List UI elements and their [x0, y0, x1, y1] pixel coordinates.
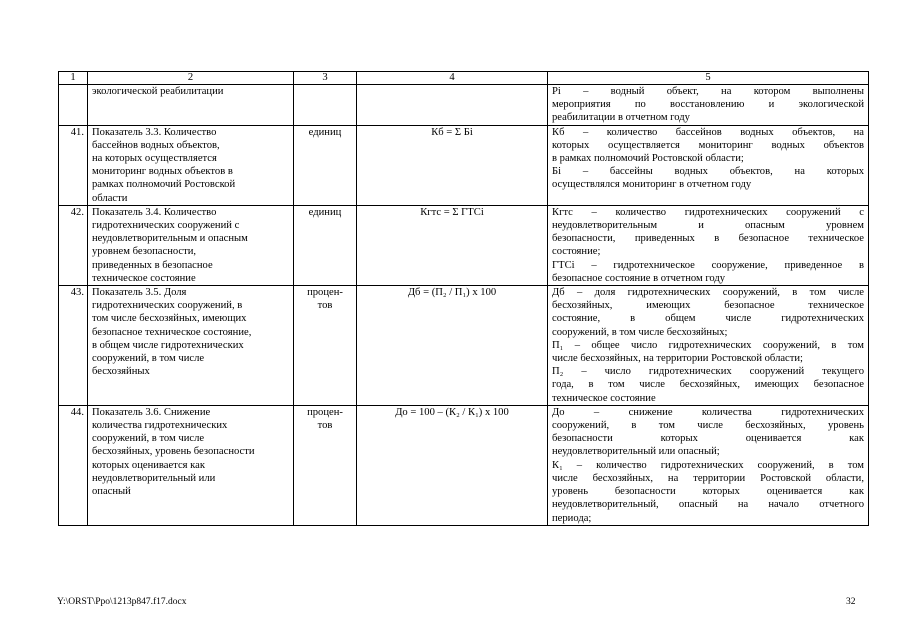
header-cell: 2: [88, 72, 294, 85]
description-cell: До – снижение количества гидротехнических сооружений, в том числе бесхозяйных, уровень безопасности которых оценивается как неудовлетворительный или опасный; К₁ – количество гидротехнических сооружений, в том числе бесхозяйных, на территории Ростовской области, уровень безопасности которых оценивается как неудовлетворительный, опасный на начало отчетного периода;: [548, 405, 869, 525]
table-row: [59, 405, 869, 525]
table-row: [59, 125, 869, 205]
table-header-row: [59, 72, 869, 85]
indicator-name: экологической реабилитации: [88, 85, 294, 126]
formula-cell: [357, 85, 548, 126]
row-number: 44.: [59, 405, 88, 525]
formula-cell: До = 100 – (К₂ / К₁) x 100: [357, 405, 548, 525]
description-cell: Кб – количество бассейнов водных объектов, на которых осуществляется мониторинг водных объектов в рамках полномочий Ростовской области; Бі – бассейны водных объектов, на которых осуществлялся мониторинг в отчетном году: [548, 125, 869, 205]
unit-cell: [294, 85, 357, 126]
indicator-name: Показатель 3.6. Снижение количества гидротехнических сооружений, в том числе бесхозяйных, уровень безопасности которых оценивается как неудовлетворительный или опасный: [88, 405, 294, 525]
indicators-table: [58, 71, 869, 526]
description-cell: Кгтс – количество гидротехнических сооружений с неудовлетворительным и опасным уровнем безопасности, приведенных в безопасное техническое состояние; ГТСі – гидротехническое сооружение, приведенное в безопасное состояние в отчетном году: [548, 205, 869, 285]
header-cell: 1: [59, 72, 88, 85]
row-number: 42.: [59, 205, 88, 285]
table-row: [59, 205, 869, 285]
unit-cell: процен- тов: [294, 405, 357, 525]
description-cell: Рі – водный объект, на котором выполнены мероприятия по восстановлению и экологической реабилитации в отчетном году: [548, 85, 869, 126]
unit-cell: единиц: [294, 125, 357, 205]
indicator-name: Показатель 3.3. Количество бассейнов водных объектов, на которых осуществляется мониторинг водных объектов в рамках полномочий Ростовской области: [88, 125, 294, 205]
unit-cell: процен- тов: [294, 286, 357, 406]
description-cell: Дб – доля гидротехнических сооружений, в том числе бесхозяйных, имеющих безопасное техническое состояние, в общем числе гидротехнических сооружений, в том числе бесхозяйных; П₁ – общее число гидротехнических сооружений, в том числе бесхозяйных, на территории Ростовской области; П₂ – число гидротехнических сооружений текущего года, в том числе бесхозяйных, имеющих безопасное техническое состояние: [548, 286, 869, 406]
formula-cell: Кб = Σ Бі: [357, 125, 548, 205]
indicator-name: Показатель 3.4. Количество гидротехнических сооружений с неудовлетворительным и опасным уровнем безопасности, приведенных в безопасное техническое состояние: [88, 205, 294, 285]
row-number: [59, 85, 88, 126]
row-number: 43.: [59, 286, 88, 406]
row-number: 41.: [59, 125, 88, 205]
unit-cell: единиц: [294, 205, 357, 285]
formula-cell: Кгтс = Σ ГТСі: [357, 205, 548, 285]
formula-cell: Дб = (П₂ / П₁) x 100: [357, 286, 548, 406]
table-row-continuation: [59, 85, 869, 126]
page-number: 32: [846, 597, 856, 607]
header-cell: 5: [548, 72, 869, 85]
footer-file-path: Y:\ORST\Ppo\1213p847.f17.docx: [57, 597, 187, 607]
table-row: [59, 286, 869, 406]
header-cell: 4: [357, 72, 548, 85]
indicator-name: Показатель 3.5. Доля гидротехнических сооружений, в том числе бесхозяйных, имеющих безопасное техническое состояние, в общем числе гидротехнических сооружений, в том числе бесхозяйных: [88, 286, 294, 406]
header-cell: 3: [294, 72, 357, 85]
